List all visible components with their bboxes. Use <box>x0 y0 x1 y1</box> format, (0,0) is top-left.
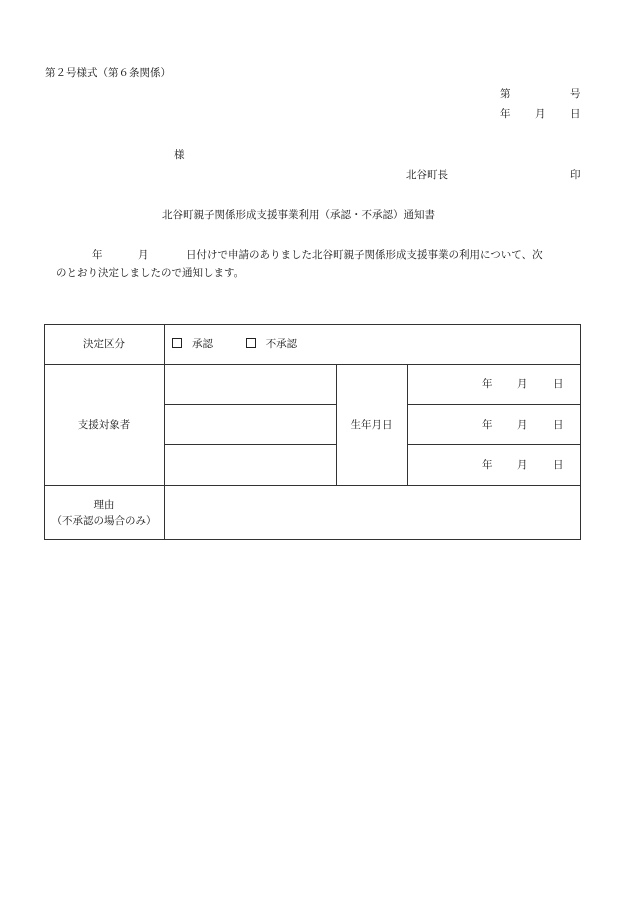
issue-year: 年 <box>500 108 511 120</box>
subject-name-field[interactable] <box>165 445 335 484</box>
birth-day: 日 <box>553 378 564 390</box>
birth-month: 月 <box>517 378 528 390</box>
birth-month: 月 <box>517 459 528 471</box>
reason-field[interactable] <box>165 486 580 539</box>
form-number: 第２号様式（第６条関係） <box>45 67 171 79</box>
checkbox-icon[interactable] <box>172 338 182 348</box>
body-text-line2: のとおり決定しましたので通知します。 <box>56 267 245 279</box>
body-month: 月 <box>138 249 149 261</box>
birth-year: 年 <box>482 419 493 431</box>
body-text-line1: 日付けで申請のありました北谷町親子関係形成支援事業の利用について、次 <box>186 249 543 261</box>
birthdate-label: 生年月日 <box>350 419 393 431</box>
subject-name-field[interactable] <box>165 365 335 403</box>
decision-options <box>172 337 297 351</box>
reason-note: （不承認の場合のみ） <box>51 515 157 527</box>
reject-option[interactable] <box>246 338 298 350</box>
decision-label: 決定区分 <box>83 338 125 350</box>
body-year: 年 <box>92 249 103 261</box>
birth-day: 日 <box>553 419 564 431</box>
reason-label: 理由 <box>93 499 115 511</box>
birth-year: 年 <box>482 378 493 390</box>
seal-mark: 印 <box>570 169 581 181</box>
column-divider <box>407 364 408 485</box>
approve-label: 承認 <box>192 338 213 350</box>
birth-day: 日 <box>553 459 564 471</box>
birth-year: 年 <box>482 459 493 471</box>
reject-label: 不承認 <box>265 338 298 350</box>
subject-name-field[interactable] <box>165 405 335 443</box>
document-title: 北谷町親子関係形成支援事業利用（承認・不承認）通知書 <box>162 209 435 221</box>
addressee-honorific: 様 <box>174 149 185 161</box>
issue-month: 月 <box>535 108 546 120</box>
issue-day: 日 <box>570 108 581 120</box>
row-divider <box>407 404 581 405</box>
birth-month: 月 <box>517 419 528 431</box>
row-divider <box>407 444 581 445</box>
checkbox-icon[interactable] <box>246 338 256 348</box>
subject-label: 支援対象者 <box>77 419 131 431</box>
doc-number-suffix: 号 <box>570 88 581 100</box>
sender-title: 北谷町長 <box>406 169 448 181</box>
doc-number-prefix: 第 <box>500 88 511 100</box>
approve-option[interactable] <box>172 338 213 350</box>
